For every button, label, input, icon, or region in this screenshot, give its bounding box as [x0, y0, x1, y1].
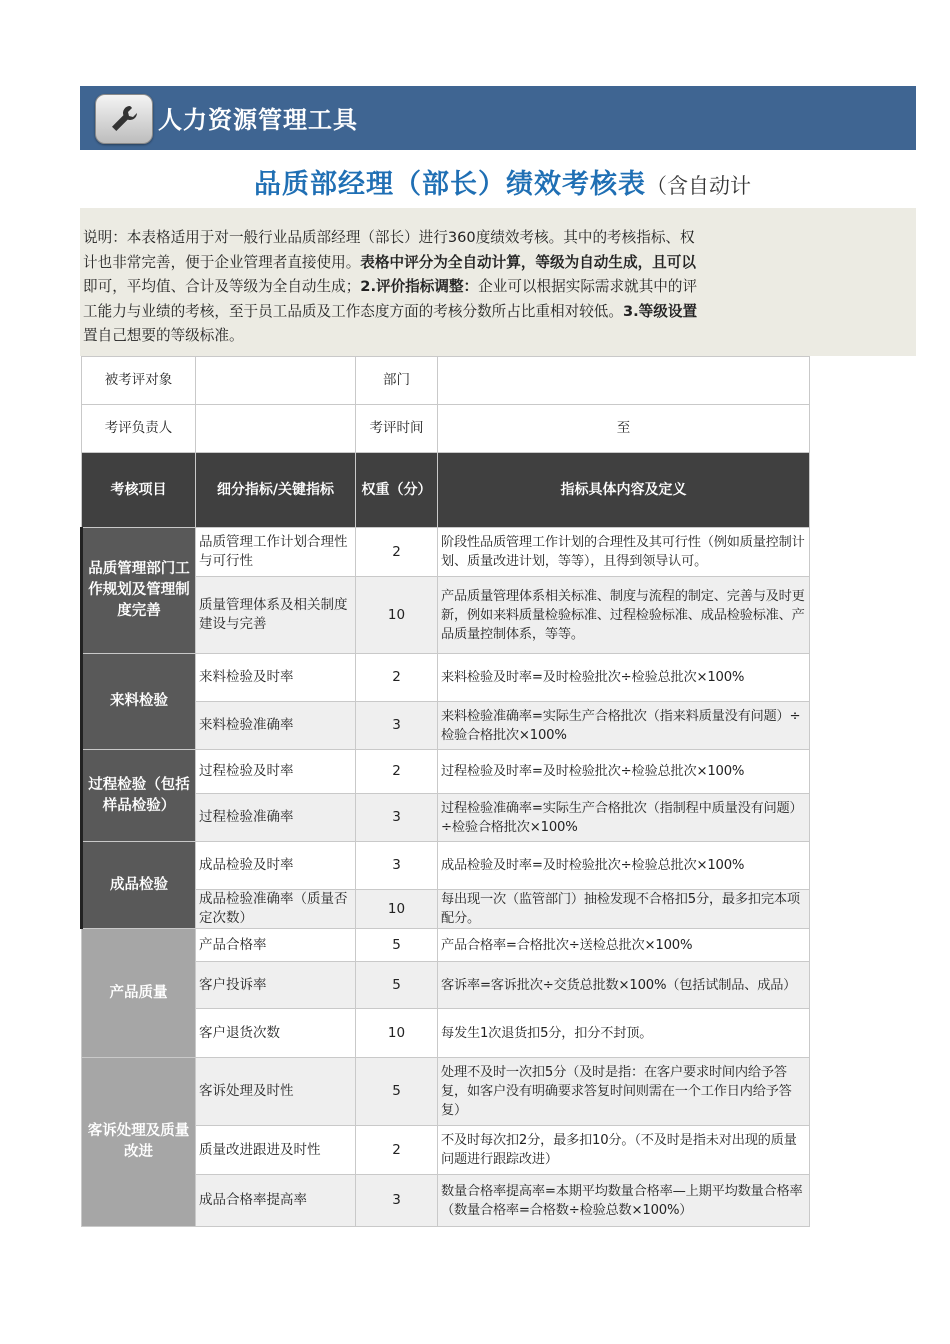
description-bold: 2.评价指标调整：: [360, 278, 479, 296]
definition-cell: 产品合格率=合格批次÷送检总批次×100%: [438, 929, 810, 962]
indicator-cell: 产品合格率: [196, 929, 356, 962]
category-cell: 客诉处理及质量改进: [82, 1058, 196, 1227]
weight-cell: 2: [356, 750, 438, 794]
indicator-cell: 客户退货次数: [196, 1009, 356, 1058]
definition-cell: 客诉率=客诉批次÷交货总批数×100%（包括试制品、成品）: [438, 962, 810, 1009]
weight-cell: 10: [356, 890, 438, 929]
header-indicator: 细分指标/关键指标: [196, 453, 356, 528]
definition-cell: 过程检验准确率=实际生产合格批次（指制程中质量没有问题）÷检验合格批次×100%: [438, 794, 810, 842]
evaluation-table: [80, 356, 810, 1227]
table-row: [82, 1058, 810, 1126]
description-line: 说明：本表格适用于对一般行业品质部经理（部长）进行360度绩效考核。其中的考核指标、权: [83, 229, 695, 246]
description-line: 企业可以根据实际需求就其中的评: [478, 278, 698, 296]
indicator-cell: 过程检验准确率: [196, 794, 356, 842]
category-cell: 来料检验: [82, 654, 196, 750]
definition-cell: 每发生1次退货扣5分，扣分不封顶。: [438, 1009, 810, 1058]
dept-input[interactable]: [438, 357, 810, 405]
wrench-icon: [95, 94, 153, 144]
target-input[interactable]: [196, 357, 356, 405]
header-item: 考核项目: [82, 453, 196, 528]
info-row: [82, 357, 810, 405]
weight-cell: 3: [356, 842, 438, 890]
description-box: [80, 208, 916, 356]
document-title: 品质部经理（部长）绩效考核表: [254, 169, 646, 200]
time-label: 考评时间: [356, 405, 438, 453]
table-row: [82, 750, 810, 794]
header-definition: 指标具体内容及定义: [438, 453, 810, 528]
category-cell: 产品质量: [82, 929, 196, 1058]
table-row: [82, 528, 810, 577]
indicator-cell: 来料检验及时率: [196, 654, 356, 702]
table-row: [82, 929, 810, 962]
definition-cell: 每出现一次（监管部门）抽检发现不合格扣5分，最多扣完本项配分。: [438, 890, 810, 929]
description-line: 置自己想要的等级标准。: [83, 327, 244, 345]
description-bold: 3.等级设置: [622, 302, 698, 320]
target-label: 被考评对象: [82, 357, 196, 405]
indicator-cell: 客诉处理及时性: [196, 1058, 356, 1126]
weight-cell: 3: [356, 702, 438, 750]
info-row: [82, 405, 810, 453]
header-banner: [80, 86, 916, 150]
indicator-cell: 客户投诉率: [196, 962, 356, 1009]
weight-cell: 3: [356, 794, 438, 842]
weight-cell: 2: [356, 654, 438, 702]
reviewer-label: 考评负责人: [82, 405, 196, 453]
indicator-cell: 品质管理工作计划合理性与可行性: [196, 528, 356, 577]
indicator-cell: 来料检验准确率: [196, 702, 356, 750]
weight-cell: 2: [356, 1126, 438, 1175]
dept-label: 部门: [356, 357, 438, 405]
definition-cell: 过程检验及时率=及时检验批次÷检验总批次×100%: [438, 750, 810, 794]
definition-cell: 不及时每次扣2分，最多扣10分。（不及时是指未对出现的质量问题进行跟踪改进）: [438, 1126, 810, 1175]
category-cell: 过程检验（包括样品检验）: [82, 750, 196, 842]
category-cell: 品质管理部门工作规划及管理制度完善: [82, 528, 196, 654]
definition-cell: 处理不及时一次扣5分（及时是指：在客户要求时间内给予答复，如客户没有明确要求答复时间则需在一个工作日内给予答复）: [438, 1058, 810, 1126]
table-row: [82, 654, 810, 702]
weight-cell: 3: [356, 1175, 438, 1227]
indicator-cell: 过程检验及时率: [196, 750, 356, 794]
description-line: 即可，平均值、合计及等级为全自动生成；: [83, 278, 361, 296]
reviewer-input[interactable]: [196, 405, 356, 453]
banner-title: 人力资源管理工具: [158, 106, 358, 134]
description-text: [83, 226, 808, 354]
description-bold: 表格中评分为全自动计算，等级为自动生成，且可以: [360, 253, 696, 271]
weight-cell: 10: [356, 1009, 438, 1058]
header-weight: 权重（分）: [356, 453, 438, 528]
description-line: 计也非常完善，便于企业管理者直接使用。: [83, 253, 361, 271]
weight-cell: 2: [356, 528, 438, 577]
indicator-cell: 质量管理体系及相关制度建设与完善: [196, 577, 356, 654]
description-line: 工能力与业绩的考核，至于员工品质及工作态度方面的考核分数所占比重相对较低。: [83, 302, 623, 320]
definition-cell: 成品检验及时率=及时检验批次÷检验总批次×100%: [438, 842, 810, 890]
weight-cell: 5: [356, 962, 438, 1009]
document-title-area: [80, 160, 808, 204]
definition-cell: 来料检验及时率=及时检验批次÷检验总批次×100%: [438, 654, 810, 702]
definition-cell: 阶段性品质管理工作计划的合理性及其可行性（例如质量控制计划、质量改进计划，等等），且得到领导认可。: [438, 528, 810, 577]
definition-cell: 产品质量管理体系相关标准、制度与流程的制定、完善与及时更新，例如来料质量检验标准、过程检验标准、成品检验标准、产品质量控制体系，等等。: [438, 577, 810, 654]
weight-cell: 10: [356, 577, 438, 654]
table-row: [82, 842, 810, 890]
category-cell: 成品检验: [82, 842, 196, 929]
indicator-cell: 成品检验准确率（质量否定次数）: [196, 890, 356, 929]
weight-cell: 5: [356, 1058, 438, 1126]
definition-cell: 数量合格率提高率=本期平均数量合格率—上期平均数量合格率（数量合格率=合格数÷检验总数×100%）: [438, 1175, 810, 1227]
document-subtitle: （含自动计: [646, 174, 751, 198]
table-header-row: [82, 453, 810, 528]
time-input[interactable]: 至: [438, 405, 810, 453]
indicator-cell: 质量改进跟进及时性: [196, 1126, 356, 1175]
definition-cell: 来料检验准确率=实际生产合格批次（指来料质量没有问题）÷检验合格批次×100%: [438, 702, 810, 750]
indicator-cell: 成品合格率提高率: [196, 1175, 356, 1227]
indicator-cell: 成品检验及时率: [196, 842, 356, 890]
weight-cell: 5: [356, 929, 438, 962]
